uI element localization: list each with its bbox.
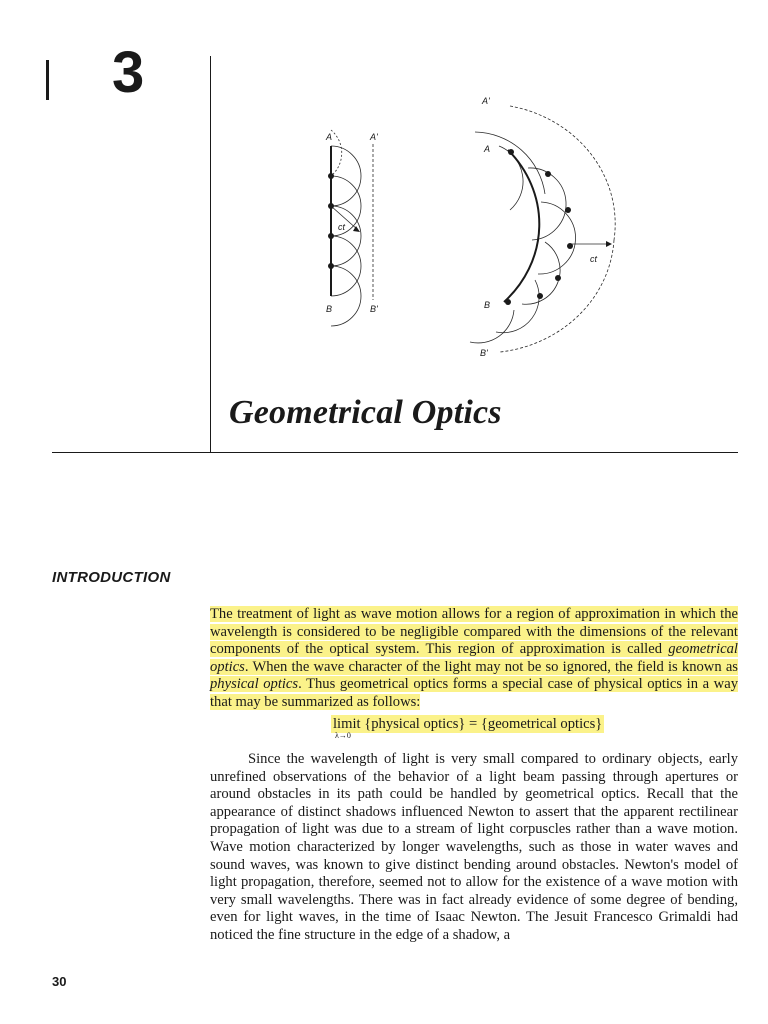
chapter-number: 3 bbox=[112, 40, 145, 105]
left-a-label: A bbox=[326, 132, 333, 142]
right-a-prime-label: A' bbox=[482, 96, 490, 106]
intro-text-4: Thus geometrical optics forms a special case of physical optics in a way that may be summarized as follows: bbox=[210, 676, 738, 710]
left-ct-label: ct bbox=[338, 222, 346, 232]
intro-paragraph bbox=[210, 606, 738, 712]
chapter-title: Geometrical Optics bbox=[229, 394, 502, 431]
term-physical-optics: physical optics bbox=[210, 676, 299, 693]
right-b-label: B bbox=[484, 300, 491, 310]
body-paragraph: Since the wavelength of light is very small compared to ordinary objects, early unrefined observations of the behavior of a light beam passing through apertures or around obstacles in its path could be handled by geometrical optics. Recall that the appearance of distinct shadows influenced Newton to assert that the apparent rectilinear propagation of light was due to a stream of light corpuscles rather than a wave motion. Wave motion characterized by longer wavelengths, such as those in water waves and sound waves, was known to give distinct bending around obstacles. Newton's model of light propagation, therefore, seemed not to allow for the existence of a wave motion with very small wavelengths. There was in fact already evidence of some degree of bending, even for light waves, in the time of Isaac Newton. The Jesuit Francesco Grimaldi had noticed the fine structure in the edge of a shadow, a bbox=[210, 751, 738, 943]
equation-limit: limit bbox=[333, 716, 361, 732]
right-ct-label: ct bbox=[590, 254, 598, 264]
intro-text-1: The treatment of light as wave motion allows for a region of approximation in which the wavelength is considered to be negligible compared with the dimensions of the relevant components of the optical system. This region of approximation is called bbox=[210, 606, 738, 658]
chapter-bar bbox=[46, 60, 49, 100]
term-geometrical-optics: geometrical optics bbox=[210, 641, 738, 675]
equation-subscript: λ→0 bbox=[335, 731, 351, 740]
left-a-prime-label: A' bbox=[370, 132, 378, 142]
equation-rest: {physical optics} = {geometrical optics} bbox=[360, 716, 603, 732]
right-a-label: A bbox=[484, 144, 491, 154]
intro-text-2: . When the wave character of the light may not be so ignored, the field is known as bbox=[244, 658, 738, 675]
left-b-label: B bbox=[326, 304, 333, 314]
section-heading: INTRODUCTION bbox=[52, 569, 171, 586]
left-b-prime-label: B' bbox=[370, 304, 378, 314]
page-number: 30 bbox=[52, 974, 67, 989]
huygens-wavefront-figure bbox=[300, 90, 640, 370]
right-b-prime-label: B' bbox=[480, 348, 488, 358]
horizontal-rule bbox=[52, 452, 738, 453]
vertical-rule bbox=[210, 56, 211, 452]
intro-text-3: . bbox=[298, 676, 302, 693]
limit-equation bbox=[331, 715, 604, 740]
